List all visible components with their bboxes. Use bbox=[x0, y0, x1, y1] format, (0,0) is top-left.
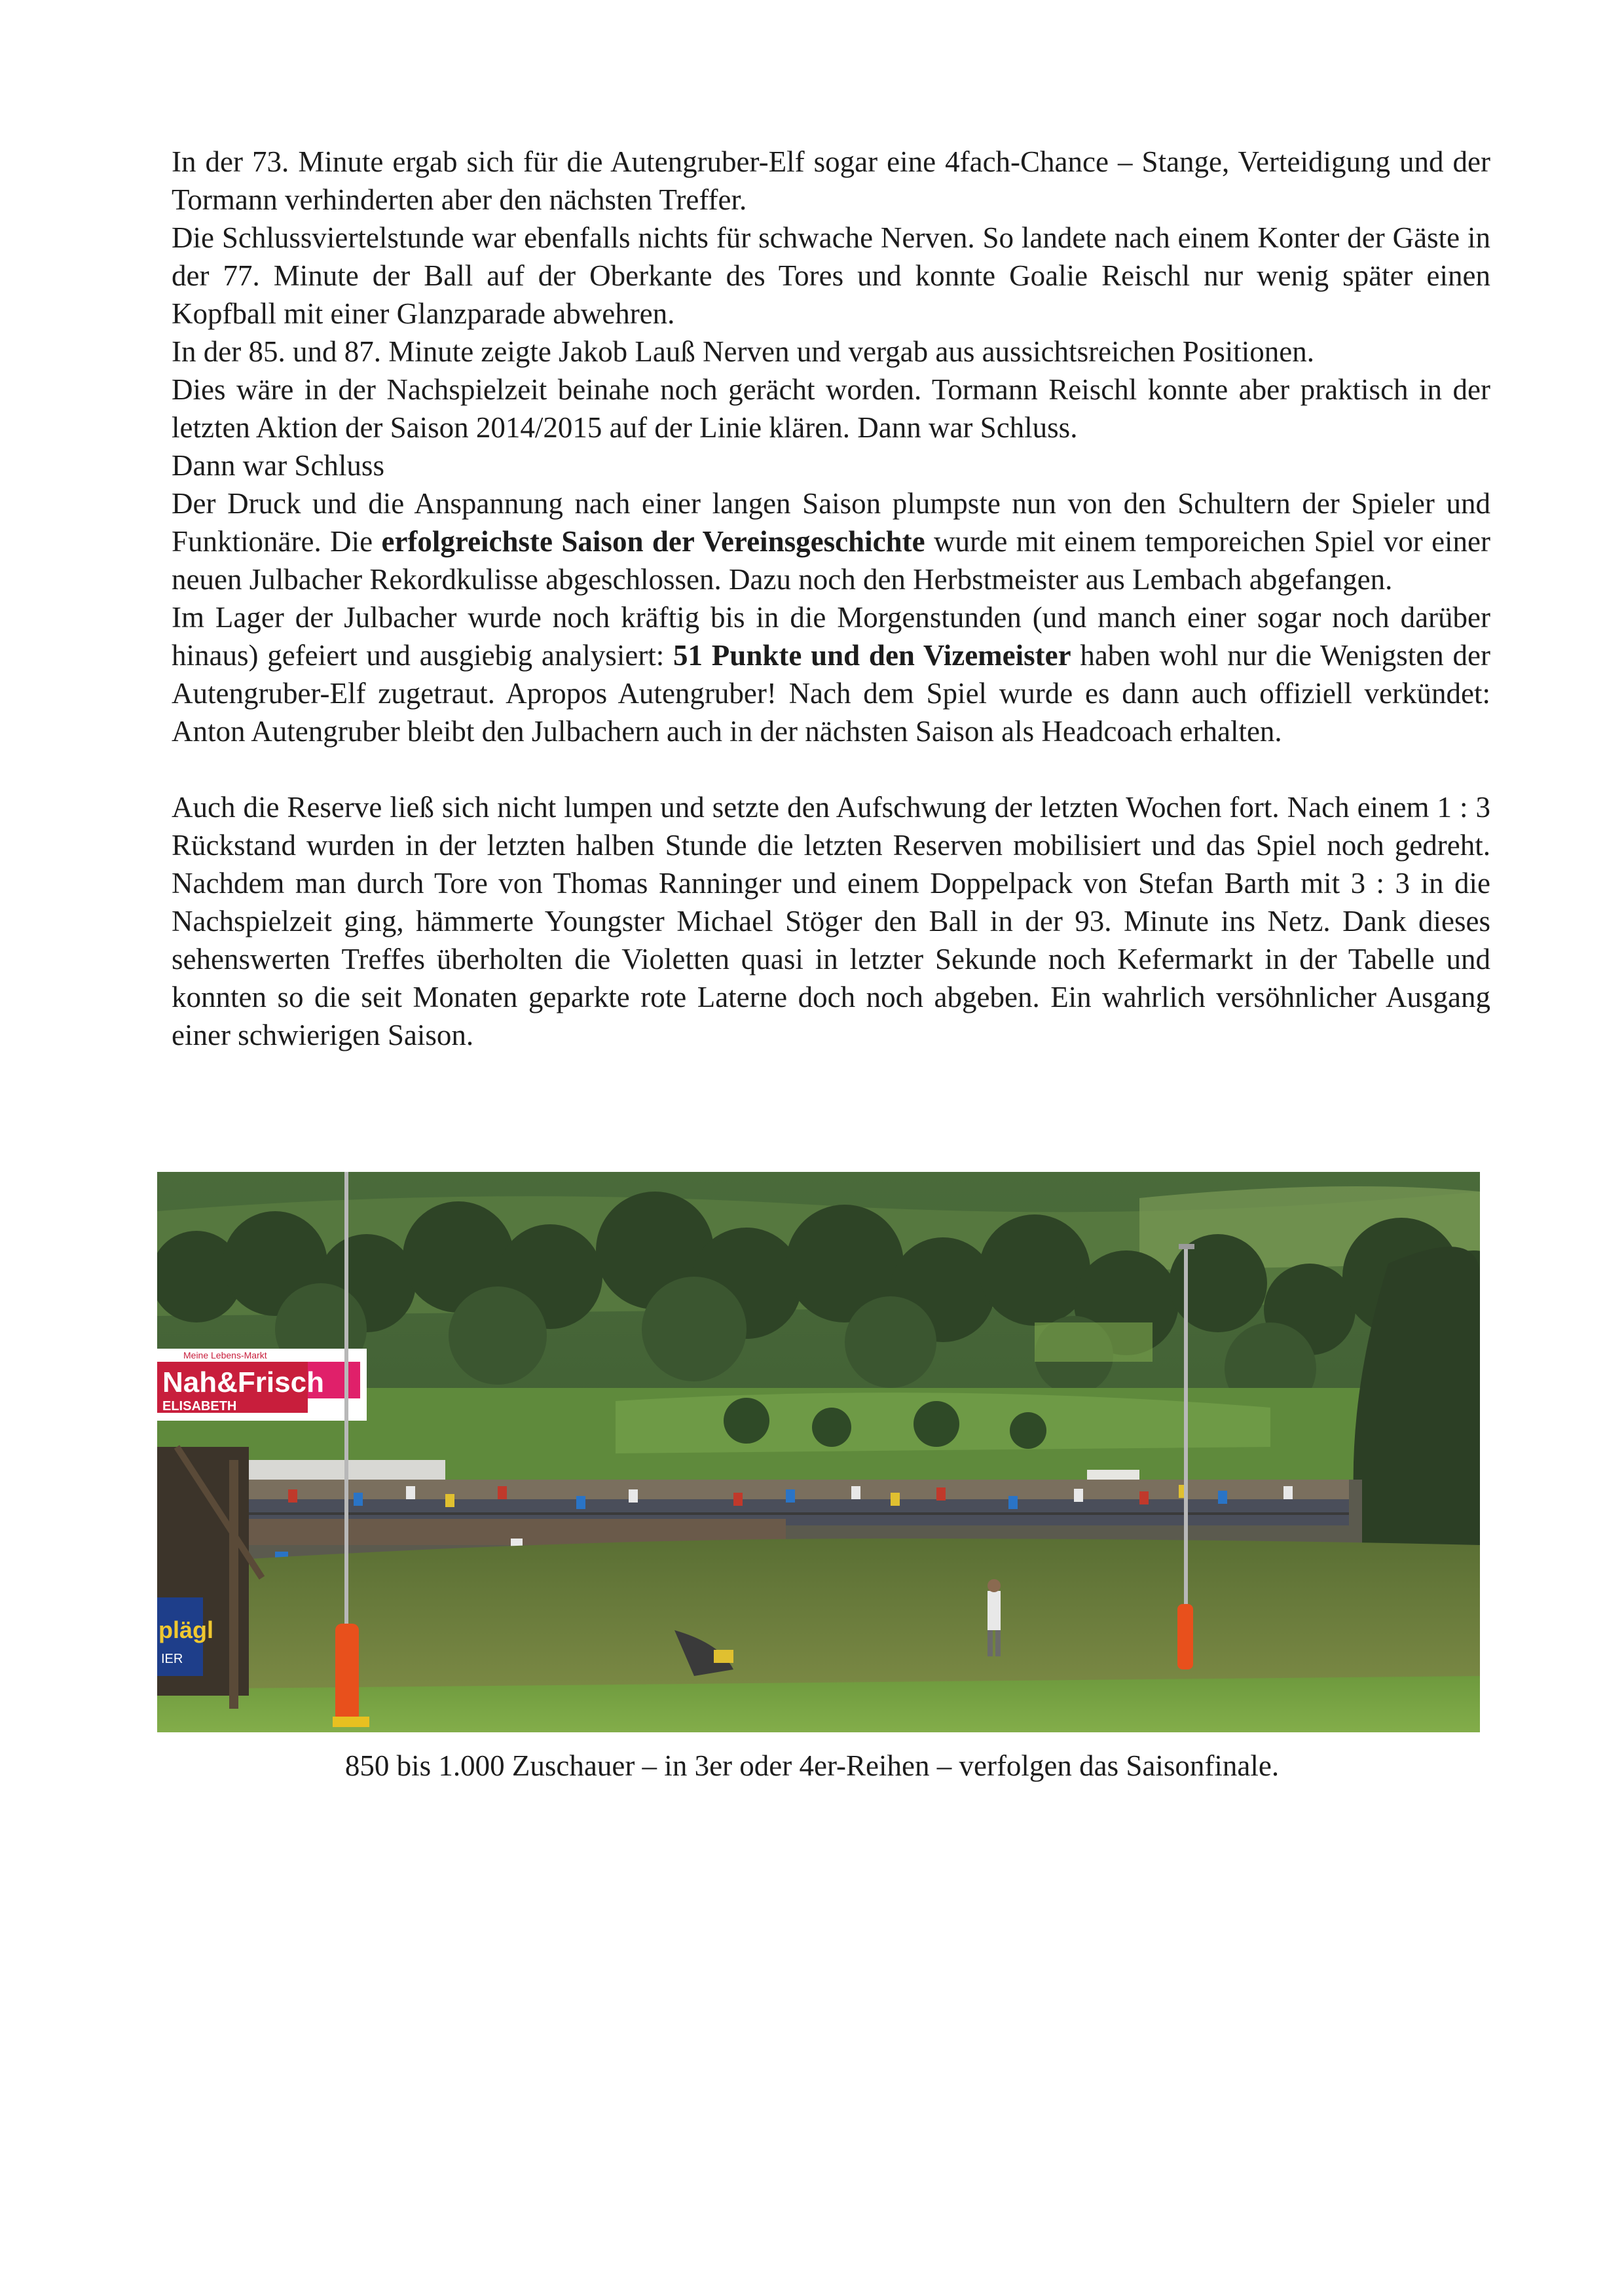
text-run: Im Lager der Julbacher wurde noch kräftig bis in die Morgenstunden (und manch einer sogar noch darüber hinaus) gefeiert und ausgiebig analysiert: bbox=[172, 601, 1490, 672]
photo-caption: 850 bis 1.000 Zuschauer – in 3er oder 4er-Reihen – verfolgen das Saisonfinale. bbox=[344, 1749, 1280, 1782]
banner-sub-text: IER bbox=[161, 1652, 183, 1666]
paragraph-druck-anspannung bbox=[172, 484, 1490, 598]
paragraph-schlussviertelstunde: Die Schlussviertelstunde war ebenfalls nichts für schwache Nerven. So landete nach einem Konter der Gäste in der 77. Minute der Ball auf der Oberkante des Tores und konnte Goalie Reischl nur wenig später einen Kopfball mit einer Glanzparade abwehren. bbox=[172, 221, 1490, 330]
sign-sub-text: ELISABETH bbox=[162, 1399, 237, 1413]
bold-highlight: 51 Punkte und den Vizemeister bbox=[673, 639, 1071, 672]
text-run: haben wohl nur die Wenigsten der Autengruber-Elf zugetraut. Apropos Autengruber! Nach dem Spiel wurde es dann auch offiziell verkündet: Anton Autengruber bleibt den Julbachern auch in der nächsten Saison als Headcoach erhalten. bbox=[172, 639, 1490, 748]
banner-text: plägl bbox=[158, 1616, 214, 1643]
paragraph-73-minute: In der 73. Minute ergab sich für die Autengruber-Elf sogar eine 4fach-Chance – Stange, Verteidigung und der Tormann verhinderten aber den nächsten Treffer. bbox=[172, 145, 1490, 216]
sign-top-text: Meine Lebens-Markt bbox=[183, 1350, 267, 1360]
paragraph-lager-julbacher bbox=[172, 598, 1490, 750]
paragraph-nachspielzeit: Dies wäre in der Nachspielzeit beinahe noch gerächt worden. Tormann Reischl konnte aber praktisch in der letzten Aktion der Saison 2014/2015 auf der Linie klären. Dann war Schluss. bbox=[172, 373, 1490, 444]
article-text bbox=[172, 143, 1490, 1054]
text-run: wurde mit einem temporeichen Spiel vor einer neuen Julbacher Rekordkulisse abgeschlossen. Dazu noch den Herbstmeister aus Lembach abgefangen. bbox=[172, 525, 1491, 596]
stadium-photo bbox=[157, 1172, 1480, 1732]
bold-highlight: erfolgreichste Saison der Vereinsgeschichte bbox=[381, 525, 925, 558]
paragraph-85-87-minute: In der 85. und 87. Minute zeigte Jakob Lauß Nerven und vergab aus aussichtsreichen Positionen. bbox=[172, 335, 1315, 368]
text-run: Der Druck und die Anspannung nach einer langen Saison plumpste nun von den Schultern der Spieler und Funktionäre. Die bbox=[172, 487, 1490, 558]
paragraph-dann-war-schluss: Dann war Schluss bbox=[172, 449, 384, 482]
paragraph-reserve: Auch die Reserve ließ sich nicht lumpen und setzte den Aufschwung der letzten Wochen fort. Nach einem 1 : 3 Rückstand wurden in der letzten halben Stunde die letzten Reserven mobilisiert und das Spiel noch gedreht. Nachdem man durch Tore von Thomas Ranninger und einem Doppelpack von Stefan Barth mit 3 : 3 in die Nachspielzeit ging, hämmerte Youngster Michael Stöger den Ball in der 93. Minute ins Netz. Dank dieses sehenswerten Treffes überholten die Violetten quasi in letzter Sekunde noch Kefermarkt in der Tabelle und konnten so die seit Monaten geparkte rote Laterne doch noch abgeben. Ein wahrlich versöhnlicher Ausgang einer schwierigen Saison. bbox=[172, 791, 1490, 1051]
sign-brand-text: Nah&Frisch bbox=[162, 1366, 324, 1398]
paragraph-gap bbox=[172, 750, 1490, 788]
